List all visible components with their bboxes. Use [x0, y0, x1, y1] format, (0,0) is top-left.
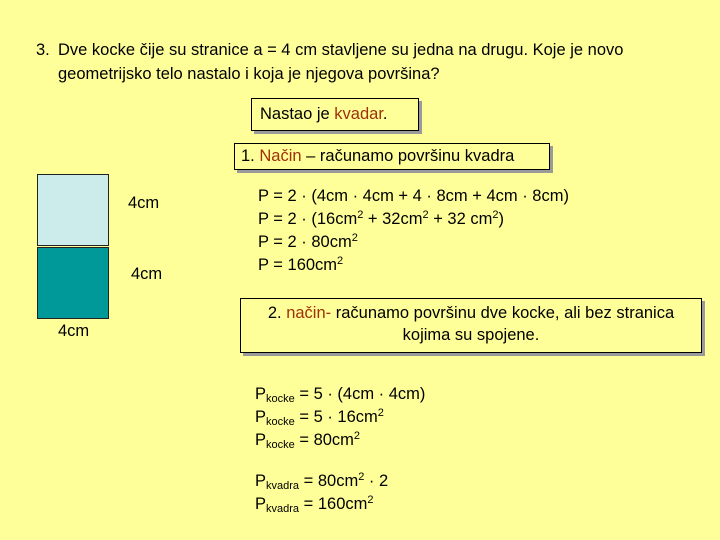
formula-1-line-3: $P = 2 \cdot 80cm^2$ [258, 232, 358, 251]
question-line-2: geometrijsko telo nastalo i koja je njegova površina? [58, 65, 440, 83]
top-cube-square [37, 174, 109, 246]
method-1-formulas [258, 185, 569, 277]
method-1-box: 1. Način – računamo površinu kvadra [234, 143, 550, 170]
question-number: 3. [36, 41, 50, 59]
base-label: 4cm [58, 322, 90, 340]
bottom-side-label: 4cm [131, 265, 163, 283]
cuboid-formula-2: $P_{kvadra} = 160cm^2$ [255, 494, 374, 515]
question-text [36, 38, 706, 86]
cuboid-formula-1: $P_{kvadra} = 80cm^2 \cdot 2$ [255, 471, 389, 492]
bottom-cube-square [37, 247, 109, 319]
method-2-highlight: način- [286, 304, 332, 322]
answer-box: Nastao je kvadar. [251, 98, 419, 131]
method-2-box: 2. način- računamo površinu dve kocke, ali bez stranica kojima su spojene. [240, 298, 702, 353]
formula-1-line-1: P = 2 · (4cm · 4cm + 4 · 8cm + 4cm · 8cm) [258, 187, 569, 205]
cube-formula-2: $P_{kocke} = 5 \cdot 16cm^2$ [255, 407, 384, 428]
cube-formula-3: $P_{kocke} = 80cm^2$ [255, 430, 361, 451]
method-2-formulas [255, 383, 425, 516]
top-side-label: 4cm [128, 194, 160, 212]
cube-formula-1: $P_{kocke} = 5 \cdot (4cm \cdot 4cm)$ [255, 385, 426, 405]
method-1-highlight: Način [259, 147, 302, 165]
answer-highlight: kvadar [334, 105, 383, 123]
question-line-1: Dve kocke čije su stranice a = 4 cm stavljene su jedna na drugu. Koje je novo [58, 41, 624, 59]
formula-1-line-2: $P = 2 \cdot (16cm^2 + 32cm^2 + 32$ $cm^2$) [258, 209, 504, 228]
formula-1-line-4: $P = 160cm^2$ [258, 255, 344, 274]
